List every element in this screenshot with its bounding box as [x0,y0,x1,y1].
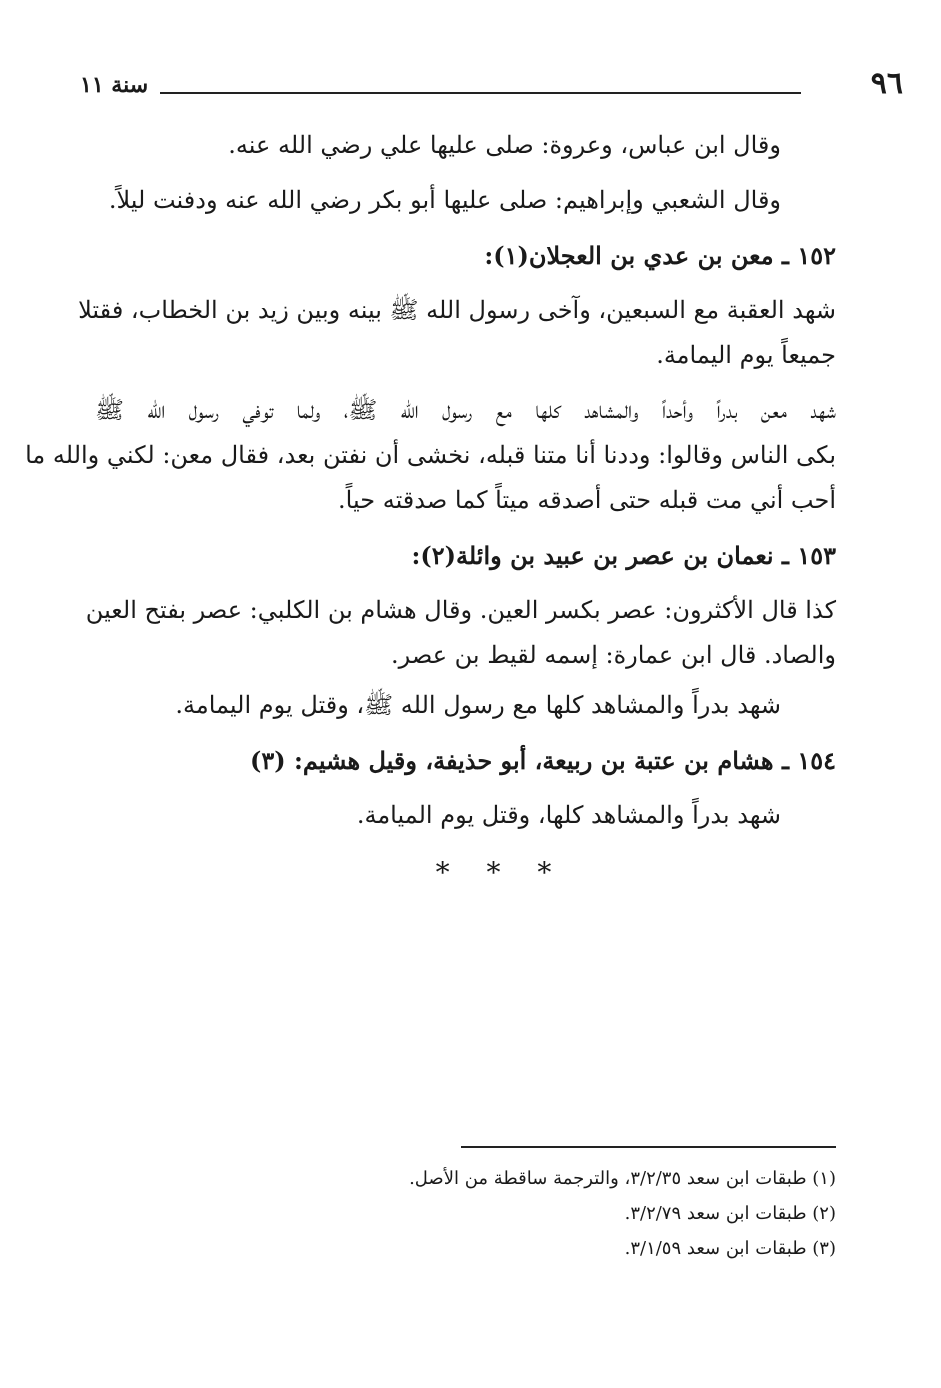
body-line: والصاد. قال ابن عمارة: إسمه لقيط بن عصر. [391,641,836,669]
body-line: شهد بدراً والمشاهد كلها مع رسول الله ﷺ، وقتل يوم اليمامة. [175,691,781,719]
running-title: سنة ١١ [80,72,149,98]
footnote-rule [461,1146,836,1148]
body-line: أحب أني مت قبله حتى أصدقه ميتاً كما صدقته حياً. [338,486,836,514]
body-line: شهد بدراً والمشاهد كلها، وقتل يوم الميامة. [356,801,781,829]
page-number: ٩٦ [870,66,903,101]
header-rule [160,92,801,94]
body-line: جميعاً يوم اليمامة. [656,341,836,369]
body-line: شهد معن بدراً وأحداً والمشاهد كلها مع رسول الله ﷺ، ولما توفي رسول الله ﷺ [95,396,836,424]
footnote: (٣) طبقات ابن سعد ٣/١/٥٩. [624,1238,836,1259]
entry-heading-153: ١٥٣ ـ نعمان بن عصر بن عبيد بن وائلة(٢): [411,541,836,570]
body-line: وقال الشعبي وإبراهيم: صلى عليها أبو بكر رضي الله عنه ودفنت ليلاً. [108,186,781,214]
body-line: كذا قال الأكثرون: عصر بكسر العين. وقال هشام بن الكلبي: عصر بفتح العين [85,596,836,624]
body-line: شهد العقبة مع السبعين، وآخى رسول الله ﷺ بينه وبين زيد بن الخطاب، فقتلا [78,296,836,324]
entry-heading-154: ١٥٤ ـ هشام بن عتبة بن ربيعة، أبو حذيفة، وقيل هشيم: (٣) [250,746,836,775]
footnote: (١) طبقات ابن سعد ٣/٢/٣٥، والترجمة ساقطة من الأصل. [409,1168,836,1189]
body-line: وقال ابن عباس، وعروة: صلى عليها علي رضي الله عنه. [228,131,781,159]
body-line: بكى الناس وقالوا: وددنا أنا متنا قبله، نخشى أن نفتن بعد، فقال معن: لكني والله ما [25,441,836,469]
section-separator: * * * [435,856,566,889]
footnote: (٢) طبقات ابن سعد ٣/٢/٧٩. [624,1203,836,1224]
page-header [80,66,903,110]
entry-heading-152: ١٥٢ ـ معن بن عدي بن العجلان(١): [484,241,836,270]
